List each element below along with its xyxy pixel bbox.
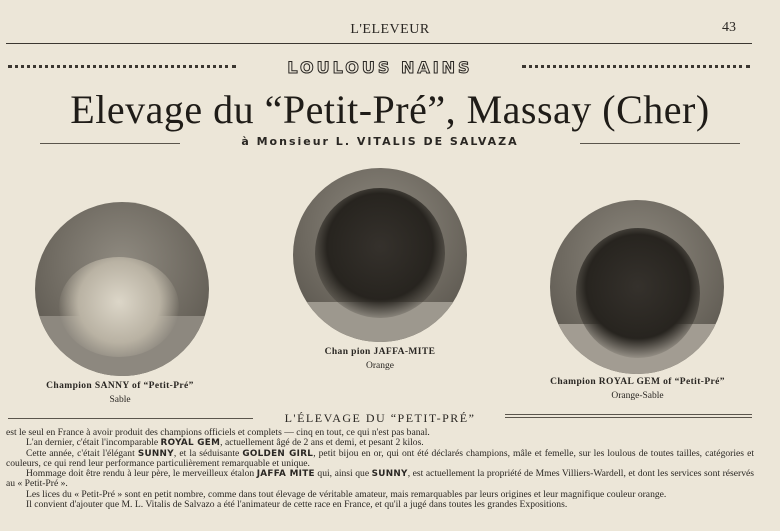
paragraph-text: , actuellement âgé de 2 ans et demi, et pesant 2 kilos. — [220, 437, 424, 449]
dog-photo-sanny — [35, 202, 209, 376]
article-body — [6, 428, 754, 510]
dog-name: JAFFA MITE — [256, 469, 315, 480]
paragraph — [6, 469, 754, 490]
banner-dotted-rule-left — [8, 65, 236, 71]
paragraph-text: , petit bijou en or, qui ont été déclarés champions, mâle et femelle, sur les loulous de toutes tailles, catégories et couleurs, ce qui rend leur performance particulièrement remarquable et unique. — [6, 447, 754, 469]
section-rule-right — [505, 414, 752, 415]
paragraph — [6, 500, 754, 510]
photo-caption-3 — [535, 377, 740, 401]
header-rule — [6, 43, 752, 44]
photo-caption-2 — [280, 347, 480, 371]
dog-name: SUNNY — [137, 448, 174, 459]
paragraph-text: Il convient d'ajouter que M. L. Vitalis de Salvazo a été l'animateur de cette race en France, et qu'il a jugé dans toutes les grandes Expositions. — [26, 499, 568, 511]
journal-name: L'ELEVEUR — [350, 22, 430, 37]
paragraph-text: Les lices du « Petit-Pré » sont en petit nombre, comme dans tout élevage de véritable amateur, mais remarquables par leurs origines et leur magnifique couleur orange. — [26, 488, 667, 500]
paragraph-text: qui, ainsi que — [314, 468, 372, 480]
running-header — [0, 22, 780, 42]
subtitle-rule-right — [580, 143, 740, 144]
dog-name: SUNNY — [371, 469, 408, 480]
subtitle-rule-left — [40, 143, 180, 144]
caption-name: Chan pion JAFFA-MITE — [324, 347, 436, 357]
page-subtitle: à Monsieur L. VITALIS DE SALVAZA — [241, 135, 519, 148]
caption-name: Champion ROYAL GEM of “Petit-Pré” — [550, 377, 725, 387]
dog-figure — [315, 188, 445, 318]
dog-photo-royal-gem — [550, 200, 724, 374]
paragraph-text: L'an dernier, c'était l'incomparable — [26, 437, 161, 449]
dog-figure — [59, 257, 179, 357]
paragraph-text: est le seul en France à avoir produit des champions officiels et complets — cinq en tout, ce qui n'est pas banal. — [6, 427, 430, 438]
photo-caption-1 — [20, 381, 220, 405]
section-rule-right-2 — [505, 417, 752, 418]
caption-color: Orange — [366, 361, 394, 371]
paragraph-text: Cette année, c'était l'élégant — [26, 447, 138, 459]
dog-name: GOLDEN GIRL — [242, 448, 314, 459]
page-number: 43 — [722, 20, 736, 35]
banner-dotted-rule-right — [522, 65, 750, 71]
paragraph-text: , et la séduisante — [173, 447, 243, 459]
paragraph-text: Hommage doit être rendu à leur père, le merveilleux étalon — [26, 468, 257, 480]
paragraph — [6, 449, 754, 470]
caption-color: Orange-Sable — [611, 391, 664, 401]
dog-photo-jaffa-mite — [293, 168, 467, 342]
section-rule-left — [8, 418, 253, 419]
section-title: L'ÉLEVAGE DU “PETIT-PRÉ” — [284, 411, 476, 425]
caption-color: Sable — [109, 395, 131, 405]
paragraph-text: , est actuellement la propriété de Mmes Villiers-Wardell, et dont les services sont réservés au « Petit-Pré ». — [6, 468, 754, 490]
page-title: Elevage du “Petit-Pré”, Massay (Cher) — [70, 87, 710, 132]
dog-figure — [576, 228, 700, 358]
caption-name: Champion SANNY of “Petit-Pré” — [46, 381, 194, 391]
dog-name: ROYAL GEM — [160, 438, 221, 449]
banner-heading: LOULOUS NAINS — [287, 58, 473, 77]
